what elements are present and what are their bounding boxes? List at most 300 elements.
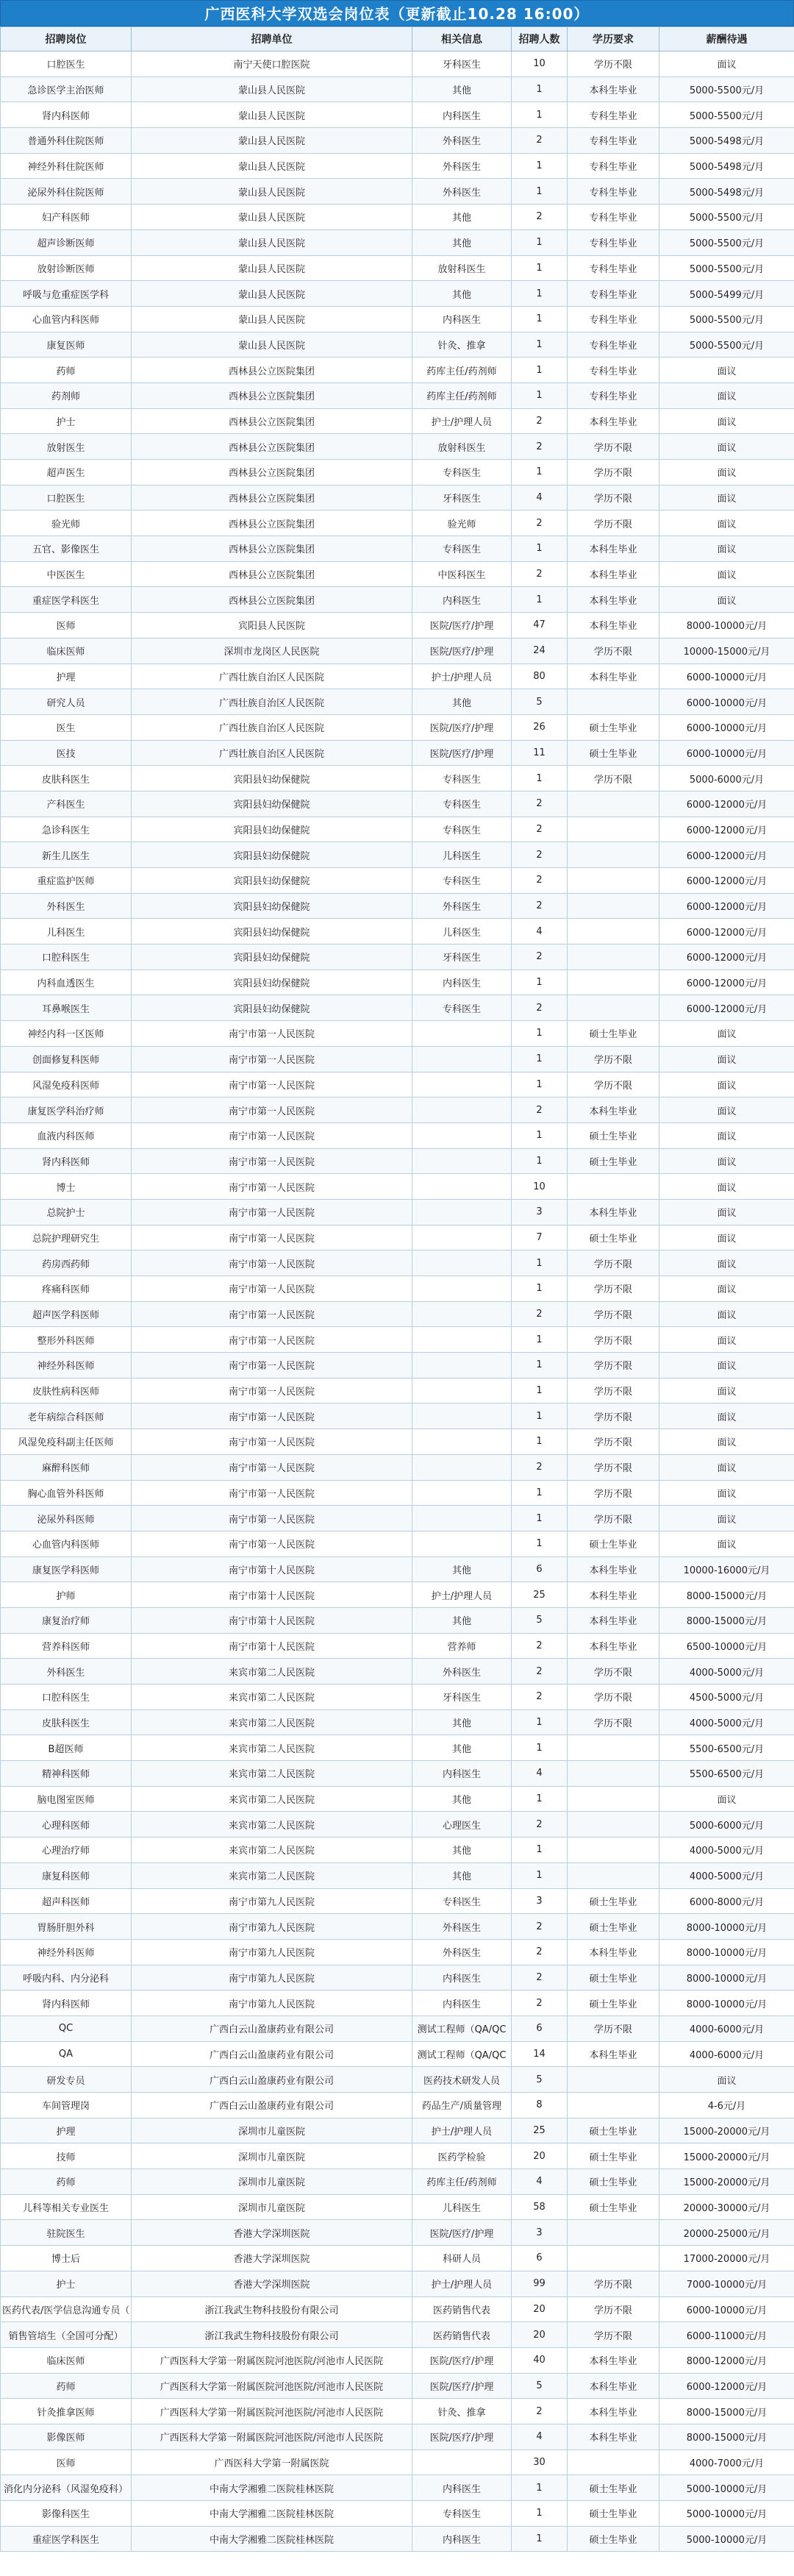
cell-category: 中医科医生 xyxy=(412,561,512,587)
cell-position: 外科医生 xyxy=(1,1659,132,1684)
cell-salary: 面议 xyxy=(659,51,794,77)
header-category: 相关信息 xyxy=(412,27,512,51)
cell-salary: 10000-16000元/月 xyxy=(659,1556,794,1582)
cell-category: 牙科医生 xyxy=(412,51,512,77)
job-table xyxy=(0,26,794,2552)
cell-position: 护理 xyxy=(1,2118,132,2143)
cell-education xyxy=(568,995,659,1021)
cell-education: 本科生毕业 xyxy=(568,2041,659,2067)
cell-salary: 6000-10000元/月 xyxy=(659,2296,794,2322)
table-row xyxy=(1,1684,794,1710)
cell-employer: 蒙山县人民医院 xyxy=(132,179,412,204)
cell-employer: 广西医科大学第一附属医院 xyxy=(132,2449,412,2475)
cell-employer: 广西白云山盈康药业有限公司 xyxy=(132,2093,412,2118)
cell-salary: 面议 xyxy=(659,434,794,460)
cell-headcount: 5 xyxy=(512,689,568,715)
cell-employer: 广西壮族自治区人民医院 xyxy=(132,689,412,715)
table-row xyxy=(1,1607,794,1633)
header-headcount: 招聘人数 xyxy=(512,27,568,51)
cell-category: 内科医生 xyxy=(412,2475,512,2501)
cell-category: 外科医生 xyxy=(412,128,512,154)
cell-education xyxy=(568,893,659,919)
cell-employer: 南宁市第一人民医院 xyxy=(132,1250,412,1276)
cell-headcount: 26 xyxy=(512,714,568,740)
cell-position: 医生 xyxy=(1,714,132,740)
cell-education: 硕士生毕业 xyxy=(568,2169,659,2195)
table-row xyxy=(1,1276,794,1302)
cell-employer: 浙江我武生物科技股份有限公司 xyxy=(132,2296,412,2322)
cell-headcount: 1 xyxy=(512,1480,568,1506)
cell-salary: 面议 xyxy=(659,1403,794,1429)
cell-position: 医药代表/医学信息沟通专员（ xyxy=(1,2296,132,2322)
cell-education: 专科生毕业 xyxy=(568,204,659,230)
cell-education xyxy=(568,1862,659,1888)
cell-position: 血液内科医师 xyxy=(1,1122,132,1148)
table-row xyxy=(1,1378,794,1403)
cell-position: 急诊医学主治医师 xyxy=(1,77,132,102)
cell-category: 医院/医疗/护理 xyxy=(412,613,512,638)
cell-employer: 深圳市儿童医院 xyxy=(132,2118,412,2143)
cell-category: 其他 xyxy=(412,1709,512,1735)
cell-category xyxy=(412,1506,512,1531)
cell-education: 学历不限 xyxy=(568,1429,659,1455)
cell-employer: 南宁市第十人民医院 xyxy=(132,1633,412,1659)
cell-salary: 面议 xyxy=(659,1327,794,1353)
cell-headcount: 1 xyxy=(512,1506,568,1531)
cell-education: 硕士生毕业 xyxy=(568,2526,659,2552)
cell-position: 疼痛科医师 xyxy=(1,1276,132,1302)
cell-position: 神经外科住院医师 xyxy=(1,153,132,179)
cell-salary: 4000-6000元/月 xyxy=(659,2015,794,2041)
cell-headcount: 1 xyxy=(512,102,568,128)
cell-headcount: 2 xyxy=(512,868,568,894)
cell-position: 医技 xyxy=(1,740,132,766)
cell-salary: 8000-15000元/月 xyxy=(659,2399,794,2424)
cell-headcount: 1 xyxy=(512,179,568,204)
table-row xyxy=(1,2067,794,2093)
cell-position: 风湿免疫科医师 xyxy=(1,1072,132,1097)
table-row xyxy=(1,2347,794,2373)
table-row xyxy=(1,1965,794,1990)
table-row xyxy=(1,2501,794,2527)
cell-salary: 6000-12000元/月 xyxy=(659,2373,794,2399)
cell-employer: 南宁市第十人民医院 xyxy=(132,1607,412,1633)
cell-salary: 5000-5498元/月 xyxy=(659,128,794,154)
cell-category: 内科医生 xyxy=(412,1990,512,2016)
cell-education: 本科生毕业 xyxy=(568,587,659,613)
cell-employer: 南宁市第一人民医院 xyxy=(132,1429,412,1455)
cell-education: 本科生毕业 xyxy=(568,2347,659,2373)
cell-salary: 6000-12000元/月 xyxy=(659,995,794,1021)
cell-salary: 17000-20000元/月 xyxy=(659,2246,794,2271)
cell-category xyxy=(412,1199,512,1225)
cell-education: 学历不限 xyxy=(568,766,659,791)
cell-position: 博士 xyxy=(1,1174,132,1200)
cell-position: 产科医生 xyxy=(1,791,132,816)
cell-education: 学历不限 xyxy=(568,2271,659,2296)
table-row xyxy=(1,485,794,510)
cell-position: 康复医学科医师 xyxy=(1,1556,132,1582)
cell-salary: 面议 xyxy=(659,1480,794,1506)
cell-salary: 面议 xyxy=(659,1429,794,1455)
cell-education: 硕士生毕业 xyxy=(568,1148,659,1174)
cell-headcount: 1 xyxy=(512,1021,568,1047)
cell-employer: 香港大学深圳医院 xyxy=(132,2271,412,2296)
cell-position: 临床医师 xyxy=(1,2347,132,2373)
table-row xyxy=(1,1582,794,1608)
cell-position: 总院护理研究生 xyxy=(1,1225,132,1250)
cell-headcount: 5 xyxy=(512,2373,568,2399)
cell-employer: 宾阳县妇幼保健院 xyxy=(132,969,412,995)
table-row xyxy=(1,919,794,944)
cell-employer: 来宾市第二人民医院 xyxy=(132,1709,412,1735)
table-row xyxy=(1,51,794,77)
cell-education xyxy=(568,2093,659,2118)
table-row xyxy=(1,1761,794,1787)
cell-salary: 4000-5000元/月 xyxy=(659,1709,794,1735)
cell-salary: 5000-10000元/月 xyxy=(659,2501,794,2527)
cell-category xyxy=(412,1174,512,1200)
cell-category: 外科医生 xyxy=(412,1914,512,1940)
cell-headcount: 2 xyxy=(512,791,568,816)
table-row xyxy=(1,1506,794,1531)
cell-position: 药师 xyxy=(1,2373,132,2399)
sheet-title: 广西医科大学双选会岗位表（更新截止10.28 16:00） xyxy=(0,0,794,26)
cell-education: 学历不限 xyxy=(568,434,659,460)
cell-salary: 面议 xyxy=(659,1250,794,1276)
table-row xyxy=(1,689,794,715)
cell-category xyxy=(412,1046,512,1072)
cell-headcount: 1 xyxy=(512,332,568,357)
cell-category: 护士/护理人员 xyxy=(412,408,512,434)
cell-category xyxy=(412,1250,512,1276)
cell-salary: 5000-5500元/月 xyxy=(659,204,794,230)
cell-category xyxy=(412,1454,512,1480)
cell-salary: 面议 xyxy=(659,357,794,383)
cell-education xyxy=(568,842,659,868)
cell-salary: 面议 xyxy=(659,1531,794,1556)
cell-position: 营养科医师 xyxy=(1,1633,132,1659)
cell-position: 胃肠肝胆外科 xyxy=(1,1914,132,1940)
cell-position: 儿科医生 xyxy=(1,919,132,944)
cell-education: 学历不限 xyxy=(568,1327,659,1353)
cell-employer: 深圳市儿童医院 xyxy=(132,2169,412,2195)
cell-category: 针灸、推拿 xyxy=(412,2399,512,2424)
cell-salary: 6000-12000元/月 xyxy=(659,944,794,970)
cell-salary: 面议 xyxy=(659,2067,794,2093)
cell-headcount: 2 xyxy=(512,1684,568,1710)
cell-position: 肾内科医师 xyxy=(1,102,132,128)
cell-education xyxy=(568,969,659,995)
cell-employer: 来宾市第二人民医院 xyxy=(132,1837,412,1863)
cell-salary: 6000-8000元/月 xyxy=(659,1888,794,1914)
table-row xyxy=(1,2220,794,2246)
cell-salary: 面议 xyxy=(659,1021,794,1047)
cell-position: 风湿免疫科副主任医师 xyxy=(1,1429,132,1455)
cell-category xyxy=(412,1480,512,1506)
cell-salary: 15000-20000元/月 xyxy=(659,2169,794,2195)
cell-headcount: 1 xyxy=(512,1353,568,1378)
cell-category xyxy=(412,1122,512,1148)
cell-education xyxy=(568,816,659,842)
cell-education: 学历不限 xyxy=(568,1480,659,1506)
cell-category: 护士/护理人员 xyxy=(412,1582,512,1608)
cell-employer: 深圳市龙岗区人民医院 xyxy=(132,638,412,663)
cell-salary: 5000-10000元/月 xyxy=(659,2526,794,2552)
table-row xyxy=(1,2143,794,2169)
cell-category: 其他 xyxy=(412,230,512,255)
cell-headcount: 2 xyxy=(512,1965,568,1990)
cell-salary: 5000-5500元/月 xyxy=(659,332,794,357)
cell-position: 口腔科医生 xyxy=(1,944,132,970)
cell-headcount: 2 xyxy=(512,1454,568,1480)
cell-salary: 10000-15000元/月 xyxy=(659,638,794,663)
cell-education: 学历不限 xyxy=(568,1378,659,1403)
table-row xyxy=(1,2373,794,2399)
cell-salary: 6000-10000元/月 xyxy=(659,689,794,715)
cell-category: 医院/医疗/护理 xyxy=(412,2424,512,2449)
cell-headcount: 1 xyxy=(512,306,568,332)
cell-position: 研发专员 xyxy=(1,2067,132,2093)
cell-education: 学历不限 xyxy=(568,1454,659,1480)
cell-salary: 面议 xyxy=(659,1378,794,1403)
header-row xyxy=(1,27,794,51)
cell-position: 药房西药师 xyxy=(1,1250,132,1276)
cell-employer: 南宁市第九人民医院 xyxy=(132,1990,412,2016)
table-row xyxy=(1,1531,794,1556)
table-row xyxy=(1,1709,794,1735)
table-row xyxy=(1,1659,794,1684)
cell-headcount: 2 xyxy=(512,510,568,536)
cell-education: 学历不限 xyxy=(568,485,659,510)
cell-employer: 西林县公立医院集团 xyxy=(132,536,412,562)
cell-employer: 南宁市第一人民医院 xyxy=(132,1480,412,1506)
cell-position: 呼吸与危重症医学科 xyxy=(1,281,132,307)
cell-headcount: 4 xyxy=(512,1761,568,1787)
table-row xyxy=(1,1454,794,1480)
cell-position: 超声科医师 xyxy=(1,1888,132,1914)
cell-position: 耳鼻喉医生 xyxy=(1,995,132,1021)
cell-headcount: 4 xyxy=(512,2169,568,2195)
cell-employer: 南宁市第一人民医院 xyxy=(132,1046,412,1072)
cell-headcount: 3 xyxy=(512,1888,568,1914)
cell-education: 本科生毕业 xyxy=(568,663,659,689)
cell-headcount: 1 xyxy=(512,1072,568,1097)
cell-category: 医药销售代表 xyxy=(412,2296,512,2322)
cell-salary: 15000-20000元/月 xyxy=(659,2143,794,2169)
cell-category xyxy=(412,1072,512,1097)
cell-education: 本科生毕业 xyxy=(568,1097,659,1123)
cell-position: 药师 xyxy=(1,2169,132,2195)
table-row xyxy=(1,1199,794,1225)
table-row xyxy=(1,77,794,102)
cell-education: 本科生毕业 xyxy=(568,77,659,102)
cell-position: 中医医生 xyxy=(1,561,132,587)
cell-headcount: 20 xyxy=(512,2143,568,2169)
cell-category xyxy=(412,1148,512,1174)
table-row xyxy=(1,1837,794,1863)
cell-employer: 蒙山县人民医院 xyxy=(132,281,412,307)
cell-education: 专科生毕业 xyxy=(568,306,659,332)
cell-position: 泌尿外科住院医师 xyxy=(1,179,132,204)
cell-salary: 5000-5498元/月 xyxy=(659,179,794,204)
cell-headcount: 1 xyxy=(512,1735,568,1761)
cell-employer: 蒙山县人民医院 xyxy=(132,153,412,179)
cell-category xyxy=(412,1531,512,1556)
table-row xyxy=(1,179,794,204)
table-row xyxy=(1,1327,794,1353)
cell-headcount: 1 xyxy=(512,1786,568,1812)
cell-position: 老年病综合科医师 xyxy=(1,1403,132,1429)
cell-education: 硕士生毕业 xyxy=(568,740,659,766)
cell-headcount: 58 xyxy=(512,2194,568,2220)
cell-position: 新生儿医生 xyxy=(1,842,132,868)
table-row xyxy=(1,663,794,689)
cell-salary: 4000-6000元/月 xyxy=(659,2041,794,2067)
table-row xyxy=(1,1888,794,1914)
cell-position: 护师 xyxy=(1,1582,132,1608)
cell-position: 肾内科医师 xyxy=(1,1148,132,1174)
table-row xyxy=(1,204,794,230)
table-row xyxy=(1,1480,794,1506)
cell-headcount: 2 xyxy=(512,408,568,434)
cell-employer: 广西医科大学第一附属医院河池医院/河池市人民医院 xyxy=(132,2373,412,2399)
header-employer: 招聘单位 xyxy=(132,27,412,51)
cell-headcount: 20 xyxy=(512,2322,568,2348)
cell-education xyxy=(568,1174,659,1200)
cell-position: 皮肤性病科医师 xyxy=(1,1378,132,1403)
cell-salary: 面议 xyxy=(659,485,794,510)
cell-headcount: 1 xyxy=(512,1327,568,1353)
cell-education: 硕士生毕业 xyxy=(568,1225,659,1250)
cell-employer: 西林县公立医院集团 xyxy=(132,485,412,510)
table-row xyxy=(1,791,794,816)
cell-position: 口腔科医生 xyxy=(1,1684,132,1710)
cell-salary: 面议 xyxy=(659,536,794,562)
table-row xyxy=(1,2296,794,2322)
cell-employer: 深圳市儿童医院 xyxy=(132,2143,412,2169)
cell-salary: 5000-5500元/月 xyxy=(659,306,794,332)
cell-position: 重症监护医师 xyxy=(1,868,132,894)
cell-employer: 广西壮族自治区人民医院 xyxy=(132,740,412,766)
table-row xyxy=(1,128,794,154)
cell-category: 外科医生 xyxy=(412,1659,512,1684)
cell-education: 本科生毕业 xyxy=(568,2399,659,2424)
cell-position: 康复治疗师 xyxy=(1,1607,132,1633)
cell-headcount: 4 xyxy=(512,919,568,944)
cell-education: 本科生毕业 xyxy=(568,1939,659,1965)
cell-headcount: 2 xyxy=(512,944,568,970)
cell-headcount: 1 xyxy=(512,1709,568,1735)
cell-education: 专科生毕业 xyxy=(568,128,659,154)
cell-salary: 15000-20000元/月 xyxy=(659,2118,794,2143)
cell-employer: 西林县公立医院集团 xyxy=(132,357,412,383)
table-row xyxy=(1,969,794,995)
cell-education xyxy=(568,944,659,970)
cell-headcount: 2 xyxy=(512,893,568,919)
cell-education: 本科生毕业 xyxy=(568,561,659,587)
cell-headcount: 2 xyxy=(512,128,568,154)
cell-education: 专科生毕业 xyxy=(568,230,659,255)
table-row xyxy=(1,995,794,1021)
cell-employer: 南宁市第一人民医院 xyxy=(132,1403,412,1429)
table-row xyxy=(1,1072,794,1097)
cell-employer: 南宁市第一人民医院 xyxy=(132,1301,412,1327)
cell-employer: 宾阳县妇幼保健院 xyxy=(132,842,412,868)
cell-headcount: 6 xyxy=(512,2015,568,2041)
cell-category: 专科医生 xyxy=(412,816,512,842)
cell-employer: 西林县公立医院集团 xyxy=(132,587,412,613)
cell-employer: 广西壮族自治区人民医院 xyxy=(132,663,412,689)
cell-category xyxy=(412,1097,512,1123)
cell-salary: 面议 xyxy=(659,1301,794,1327)
cell-education xyxy=(568,2067,659,2093)
cell-employer: 南宁市第十人民医院 xyxy=(132,1582,412,1608)
cell-position: 车间管理岗 xyxy=(1,2093,132,2118)
cell-education: 专科生毕业 xyxy=(568,255,659,281)
cell-headcount: 1 xyxy=(512,587,568,613)
cell-salary: 5000-10000元/月 xyxy=(659,2475,794,2501)
table-row xyxy=(1,766,794,791)
cell-position: 护士 xyxy=(1,408,132,434)
cell-category: 营养师 xyxy=(412,1633,512,1659)
cell-position: 心血管内科医师 xyxy=(1,306,132,332)
cell-education: 学历不限 xyxy=(568,510,659,536)
table-row xyxy=(1,2271,794,2296)
cell-salary: 4500-5000元/月 xyxy=(659,1684,794,1710)
cell-employer: 西林县公立医院集团 xyxy=(132,561,412,587)
cell-category: 牙科医生 xyxy=(412,944,512,970)
cell-category xyxy=(412,1353,512,1378)
table-row xyxy=(1,434,794,460)
cell-headcount: 4 xyxy=(512,2424,568,2449)
cell-employer: 南宁市第一人民医院 xyxy=(132,1072,412,1097)
cell-employer: 南宁市第九人民医院 xyxy=(132,1888,412,1914)
cell-category: 测试工程师（QA/QC xyxy=(412,2041,512,2067)
cell-education: 硕士生毕业 xyxy=(568,1021,659,1047)
cell-salary: 20000-30000元/月 xyxy=(659,2194,794,2220)
cell-position: 销售管培生（全国可分配） xyxy=(1,2322,132,2348)
cell-position: 脑电图室医师 xyxy=(1,1786,132,1812)
cell-category: 牙科医生 xyxy=(412,1684,512,1710)
cell-position: 呼吸内科、内分泌科 xyxy=(1,1965,132,1990)
cell-education: 专科生毕业 xyxy=(568,357,659,383)
cell-position: 验光师 xyxy=(1,510,132,536)
table-row xyxy=(1,1097,794,1123)
cell-headcount: 1 xyxy=(512,1403,568,1429)
cell-category: 专科医生 xyxy=(412,536,512,562)
cell-headcount: 5 xyxy=(512,2067,568,2093)
cell-category: 外科医生 xyxy=(412,1939,512,1965)
table-row xyxy=(1,383,794,408)
cell-headcount: 25 xyxy=(512,2118,568,2143)
table-row xyxy=(1,868,794,894)
table-row xyxy=(1,638,794,663)
cell-category: 医院/医疗/护理 xyxy=(412,2220,512,2246)
cell-education: 硕士生毕业 xyxy=(568,2475,659,2501)
table-row xyxy=(1,842,794,868)
cell-education: 本科生毕业 xyxy=(568,1633,659,1659)
cell-salary: 6000-10000元/月 xyxy=(659,740,794,766)
cell-headcount: 1 xyxy=(512,357,568,383)
cell-position: 神经外科医师 xyxy=(1,1939,132,1965)
cell-salary: 面议 xyxy=(659,561,794,587)
cell-salary: 4000-7000元/月 xyxy=(659,2449,794,2475)
cell-category xyxy=(412,1225,512,1250)
cell-category: 内科医生 xyxy=(412,1965,512,1990)
cell-category: 心理医生 xyxy=(412,1812,512,1837)
cell-category: 内科医生 xyxy=(412,587,512,613)
